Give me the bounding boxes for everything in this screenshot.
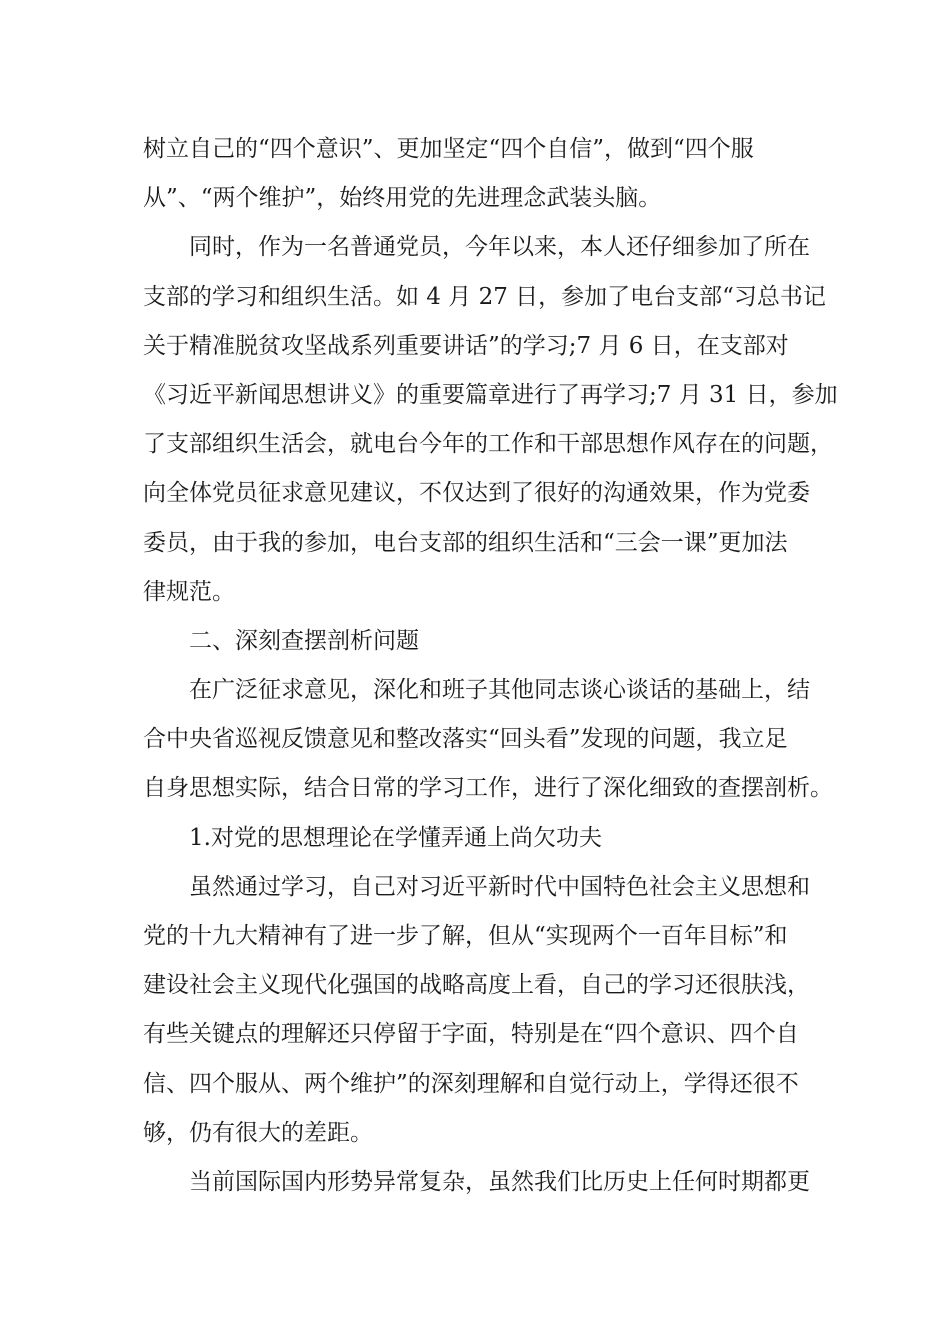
text-line: 从”、“两个维护”，始终用党的先进理念武装头脑。 <box>143 185 662 212</box>
body-text <box>143 125 838 1207</box>
text-line: 委员，由于我的参加，电台支部的组织生活和“三会一课”更加法 <box>143 529 788 556</box>
text-line: 有些关键点的理解还只停留于字面，特别是在“四个意识、四个自 <box>143 1021 799 1048</box>
text-line: 自身思想实际，结合日常的学习工作，进行了深化细致的查摆剖析。 <box>143 775 833 802</box>
text-line: 信、四个服从、两个维护”的深刻理解和自觉行动上，学得还很不 <box>143 1070 799 1097</box>
text-line: 虽然通过学习，自己对习近平新时代中国特色社会主义思想和 <box>189 873 810 900</box>
text-line: 了支部组织生活会，就电台今年的工作和干部思想作风存在的问题， <box>143 431 833 458</box>
text-line: 够，仍有很大的差距。 <box>143 1119 373 1146</box>
text-line: 律规范。 <box>143 578 235 605</box>
text-line: 向全体党员征求意见建议，不仅达到了很好的沟通效果，作为党委 <box>143 480 810 507</box>
text-line: 同时，作为一名普通党员，今年以来，本人还仔细参加了所在 <box>189 234 810 261</box>
text-line: 当前国际国内形势异常复杂，虽然我们比历史上任何时期都更 <box>189 1168 810 1195</box>
text-line: 支部的学习和组织生活。如 4 月 27 日，参加了电台支部“习总书记 <box>143 283 826 310</box>
text-line: 在广泛征求意见，深化和班子其他同志谈心谈话的基础上，结 <box>189 677 810 704</box>
text-line: 树立自己的“四个意识”、更加坚定“四个自信”，做到“四个服 <box>143 136 754 162</box>
text-line: 关于精准脱贫攻坚战系列重要讲话”的学习;7 月 6 日，在支部对 <box>143 332 789 359</box>
text-line: 党的十九大精神有了进一步了解，但从“实现两个一百年目标”和 <box>143 923 788 949</box>
subsection-heading: 1.对党的思想理论在学懂弄通上尚欠功夫 <box>189 824 602 851</box>
section-heading: 二、深刻查摆剖析问题 <box>189 627 419 654</box>
text-line: 《习近平新闻思想讲义》的重要篇章进行了再学习;7 月 31 日，参加 <box>143 381 838 408</box>
text-line: 建设社会主义现代化强国的战略高度上看，自己的学习还很肤浅， <box>143 972 810 999</box>
text-line: 合中央省巡视反馈意见和整改落实“回头看”发现的问题，我立足 <box>143 726 788 753</box>
